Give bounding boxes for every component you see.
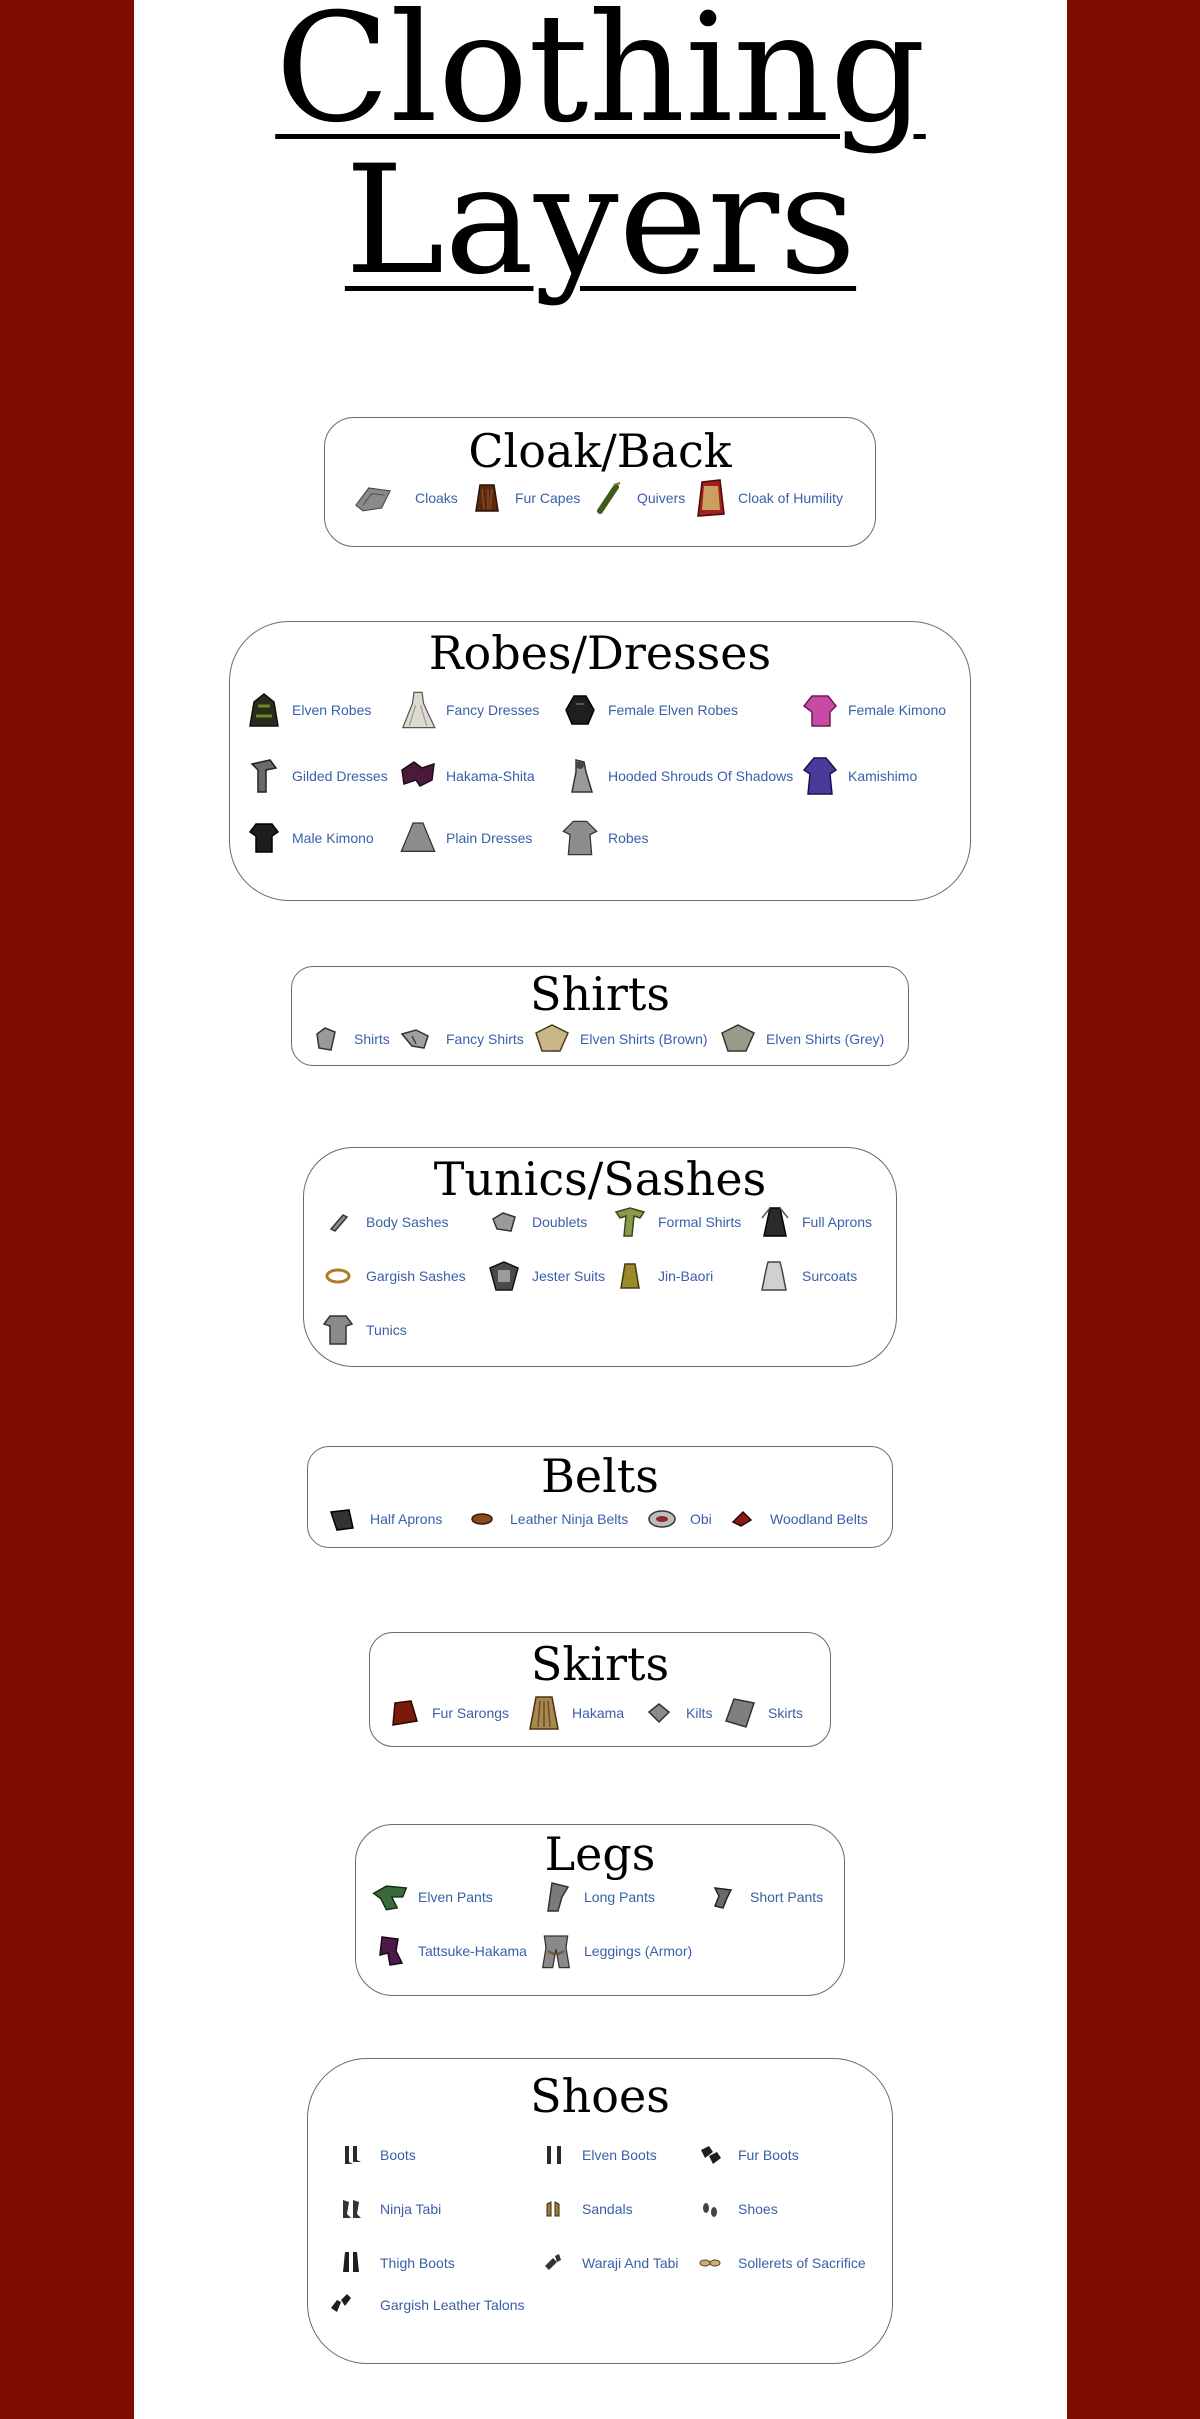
item-label[interactable]: Half Aprons [370, 1511, 443, 1527]
item-label[interactable]: Boots [380, 2147, 416, 2163]
section-legs [355, 1824, 845, 1996]
section-cloak-back [324, 417, 876, 547]
item-label[interactable]: Short Pants [750, 1889, 824, 1905]
skirt-icon [720, 1693, 760, 1733]
fur-sarong-icon [384, 1693, 424, 1733]
list-item-hakama-shita[interactable] [398, 756, 535, 796]
body-sash-icon [318, 1202, 358, 1242]
list-item-formal-shirts[interactable] [610, 1202, 741, 1242]
item-label[interactable]: Hooded Shrouds Of Shadows [608, 768, 794, 784]
long-pants-icon [536, 1877, 576, 1917]
section-title: Skirts [530, 1637, 670, 1691]
ninja-belt-icon [462, 1499, 502, 1539]
list-item-tunics[interactable] [318, 1310, 407, 1350]
short-pants-icon [702, 1877, 742, 1917]
female-kimono-icon [800, 690, 840, 730]
jin-baori-icon [610, 1256, 650, 1296]
elven-robe-icon [244, 690, 284, 730]
list-item-short-pants[interactable] [702, 1877, 823, 1917]
quiver-icon [589, 478, 629, 518]
kilt-icon [638, 1693, 678, 1733]
list-item-leggings-armor[interactable] [536, 1931, 692, 1971]
section-belts [307, 1446, 893, 1548]
item-label[interactable]: Ninja Tabi [380, 2201, 442, 2217]
item-label[interactable]: Leather Ninja Belts [510, 1511, 629, 1527]
item-label[interactable]: Elven Shirts (Brown) [580, 1031, 708, 1047]
tattsuke-hakama-icon [370, 1931, 410, 1971]
list-item-surcoats[interactable] [754, 1256, 857, 1296]
item-label[interactable]: Sollerets of Sacrifice [738, 2255, 866, 2271]
item-label[interactable]: Elven Pants [418, 1889, 493, 1905]
item-label[interactable]: Skirts [768, 1705, 803, 1721]
shirt-icon [306, 1019, 346, 1059]
list-item-skirts[interactable] [720, 1693, 803, 1733]
cloak-icon [353, 478, 393, 518]
item-label[interactable]: Female Kimono [848, 702, 947, 718]
gilded-dress-icon [244, 756, 284, 796]
item-label[interactable]: Cloaks [415, 490, 458, 506]
full-apron-icon [754, 1202, 794, 1242]
thigh-boots-icon [332, 2243, 372, 2283]
hakama-icon [524, 1693, 564, 1733]
item-label[interactable]: Jester Suits [532, 1268, 606, 1284]
gargish-sash-icon [318, 1256, 358, 1296]
item-label[interactable]: Full Aprons [802, 1214, 873, 1230]
item-label[interactable]: Female Elven Robes [608, 702, 738, 718]
list-item-sollerets-of-sacrifice[interactable] [690, 2243, 866, 2283]
item-label[interactable]: Jin-Baori [658, 1268, 714, 1284]
list-item-plain-dresses[interactable] [398, 818, 532, 858]
section-shoes [307, 2058, 893, 2364]
item-label[interactable]: Gilded Dresses [292, 768, 388, 784]
list-item-full-aprons[interactable] [754, 1202, 872, 1242]
shoes-icon [690, 2189, 730, 2229]
page-title-line-2: Layers [344, 134, 857, 308]
section-robes-dresses [229, 621, 971, 901]
item-label[interactable]: Surcoats [802, 1268, 858, 1284]
list-item-fur-capes[interactable] [467, 478, 580, 518]
item-label[interactable]: Fancy Shirts [446, 1031, 524, 1047]
waraji-tabi-icon [534, 2243, 574, 2283]
list-item-waraji-and-tabi[interactable] [534, 2243, 679, 2283]
half-apron-icon [322, 1499, 362, 1539]
fur-cape-icon [467, 478, 507, 518]
list-item-robes[interactable] [560, 818, 648, 858]
item-label[interactable]: Gargish Leather Talons [380, 2297, 525, 2313]
section-title: Legs [544, 1827, 656, 1881]
item-label[interactable]: Cloak of Humility [738, 490, 844, 506]
item-label[interactable]: Quivers [637, 490, 686, 506]
item-label[interactable]: Waraji And Tabi [582, 2255, 679, 2271]
list-item-female-kimono[interactable] [800, 690, 946, 730]
doublet-icon [484, 1202, 524, 1242]
list-item-gargish-leather-talons[interactable] [322, 2285, 525, 2325]
list-item-gargish-sashes[interactable] [318, 1256, 466, 1296]
list-item-elven-robes[interactable] [244, 690, 371, 730]
list-item-obi[interactable] [642, 1499, 712, 1539]
woodland-belt-icon [722, 1499, 762, 1539]
item-label[interactable]: Body Sashes [366, 1214, 449, 1230]
list-item-thigh-boots[interactable] [332, 2243, 455, 2283]
item-label[interactable]: Elven Boots [582, 2147, 657, 2163]
surcoat-icon [754, 1256, 794, 1296]
list-item-elven-shirts-grey[interactable] [718, 1019, 884, 1059]
list-item-sandals[interactable] [534, 2189, 633, 2229]
list-item-doublets[interactable] [484, 1202, 587, 1242]
list-item-shirts[interactable] [306, 1019, 390, 1059]
cloak-of-humility-icon [690, 478, 730, 518]
item-label[interactable]: Hakama-Shita [446, 768, 535, 784]
list-item-half-aprons[interactable] [322, 1499, 442, 1539]
boots-icon [332, 2135, 372, 2175]
obi-icon [642, 1499, 682, 1539]
item-label[interactable]: Fancy Dresses [446, 702, 540, 718]
item-label[interactable]: Shoes [738, 2201, 778, 2217]
fancy-shirt-icon [398, 1019, 438, 1059]
section-title: Cloak/Back [468, 424, 732, 478]
elven-boots-icon [534, 2135, 574, 2175]
ninja-tabi-icon [332, 2189, 372, 2229]
list-item-leather-ninja-belts[interactable] [462, 1499, 628, 1539]
list-item-hooded-shrouds[interactable] [560, 756, 793, 796]
item-label[interactable]: Tunics [366, 1322, 407, 1338]
item-label[interactable]: Fur Capes [515, 490, 581, 506]
section-tunics-sashes [303, 1147, 897, 1367]
item-label[interactable]: Elven Robes [292, 702, 372, 718]
list-item-gilded-dresses[interactable] [244, 756, 388, 796]
list-item-elven-shirts-brown[interactable] [532, 1019, 708, 1059]
elven-shirt-brown-icon [532, 1019, 572, 1059]
item-label[interactable]: Formal Shirts [658, 1214, 742, 1230]
item-label[interactable]: Gargish Sashes [366, 1268, 466, 1284]
item-label[interactable]: Woodland Belts [770, 1511, 868, 1527]
item-label[interactable]: Sandals [582, 2201, 633, 2217]
list-item-shoes[interactable] [690, 2189, 778, 2229]
sandals-icon [534, 2189, 574, 2229]
robe-icon [560, 818, 600, 858]
item-label[interactable]: Hakama [572, 1705, 625, 1721]
item-label[interactable]: Obi [690, 1511, 712, 1527]
plain-dress-icon [398, 818, 438, 858]
item-label[interactable]: Kilts [686, 1705, 713, 1721]
gargish-talons-icon [322, 2285, 362, 2325]
item-label[interactable]: Thigh Boots [380, 2255, 455, 2271]
list-item-hakama[interactable] [524, 1693, 624, 1733]
leggings-armor-icon [536, 1931, 576, 1971]
list-item-female-elven-robes[interactable] [560, 690, 738, 730]
item-label[interactable]: Kamishimo [848, 768, 918, 784]
formal-shirt-icon [610, 1202, 650, 1242]
item-label[interactable]: Plain Dresses [446, 830, 533, 846]
section-skirts [369, 1632, 831, 1747]
list-item-kamishimo[interactable] [800, 756, 917, 796]
item-label[interactable]: Elven Shirts (Grey) [766, 1031, 885, 1047]
item-label[interactable]: Leggings (Armor) [584, 1943, 693, 1959]
list-item-long-pants[interactable] [536, 1877, 655, 1917]
female-elven-robe-icon [560, 690, 600, 730]
list-item-elven-pants[interactable] [370, 1877, 493, 1917]
tunic-icon [318, 1310, 358, 1350]
elven-pants-icon [370, 1877, 410, 1917]
sollerets-icon [690, 2243, 730, 2283]
section-title: Shoes [530, 2069, 670, 2123]
fur-boots-icon [690, 2135, 730, 2175]
list-item-elven-boots[interactable] [534, 2135, 657, 2175]
list-item-kilts[interactable] [638, 1693, 712, 1733]
section-title: Robes/Dresses [428, 626, 772, 680]
list-item-fur-sarongs[interactable] [384, 1693, 509, 1733]
section-title: Belts [541, 1449, 659, 1503]
section-title: Tunics/Sashes [433, 1152, 767, 1206]
item-label[interactable]: Fur Sarongs [432, 1705, 510, 1721]
list-item-cloaks[interactable] [353, 478, 458, 518]
hooded-shroud-icon [560, 756, 600, 796]
section-shirts [291, 966, 909, 1066]
list-item-woodland-belts[interactable] [722, 1499, 868, 1539]
list-item-fancy-shirts[interactable] [398, 1019, 524, 1059]
item-label[interactable]: Fur Boots [738, 2147, 799, 2163]
list-item-body-sashes[interactable] [318, 1202, 449, 1242]
fancy-dress-icon [398, 690, 438, 730]
list-item-fancy-dresses[interactable] [398, 690, 539, 730]
hakama-shita-icon [398, 756, 438, 796]
list-item-jin-baori[interactable] [610, 1256, 713, 1296]
item-label[interactable]: Doublets [532, 1214, 588, 1230]
list-item-fur-boots[interactable] [690, 2135, 799, 2175]
item-label[interactable]: Male Kimono [292, 830, 374, 846]
page-title-line-1: Clothing [275, 0, 926, 156]
list-item-quivers[interactable] [589, 478, 685, 518]
item-label[interactable]: Robes [608, 830, 649, 846]
list-item-boots[interactable] [332, 2135, 416, 2175]
item-label[interactable]: Long Pants [584, 1889, 655, 1905]
list-item-jester-suits[interactable] [484, 1256, 605, 1296]
list-item-male-kimono[interactable] [244, 818, 374, 858]
item-label[interactable]: Tattsuke-Hakama [418, 1943, 527, 1959]
jester-suit-icon [484, 1256, 524, 1296]
section-title: Shirts [530, 967, 670, 1021]
item-label[interactable]: Shirts [354, 1031, 390, 1047]
male-kimono-icon [244, 818, 284, 858]
list-item-cloak-of-humility[interactable] [690, 478, 843, 518]
elven-shirt-grey-icon [718, 1019, 758, 1059]
list-item-tattsuke-hakama[interactable] [370, 1931, 527, 1971]
kamishimo-icon [800, 756, 840, 796]
list-item-ninja-tabi[interactable] [332, 2189, 441, 2229]
